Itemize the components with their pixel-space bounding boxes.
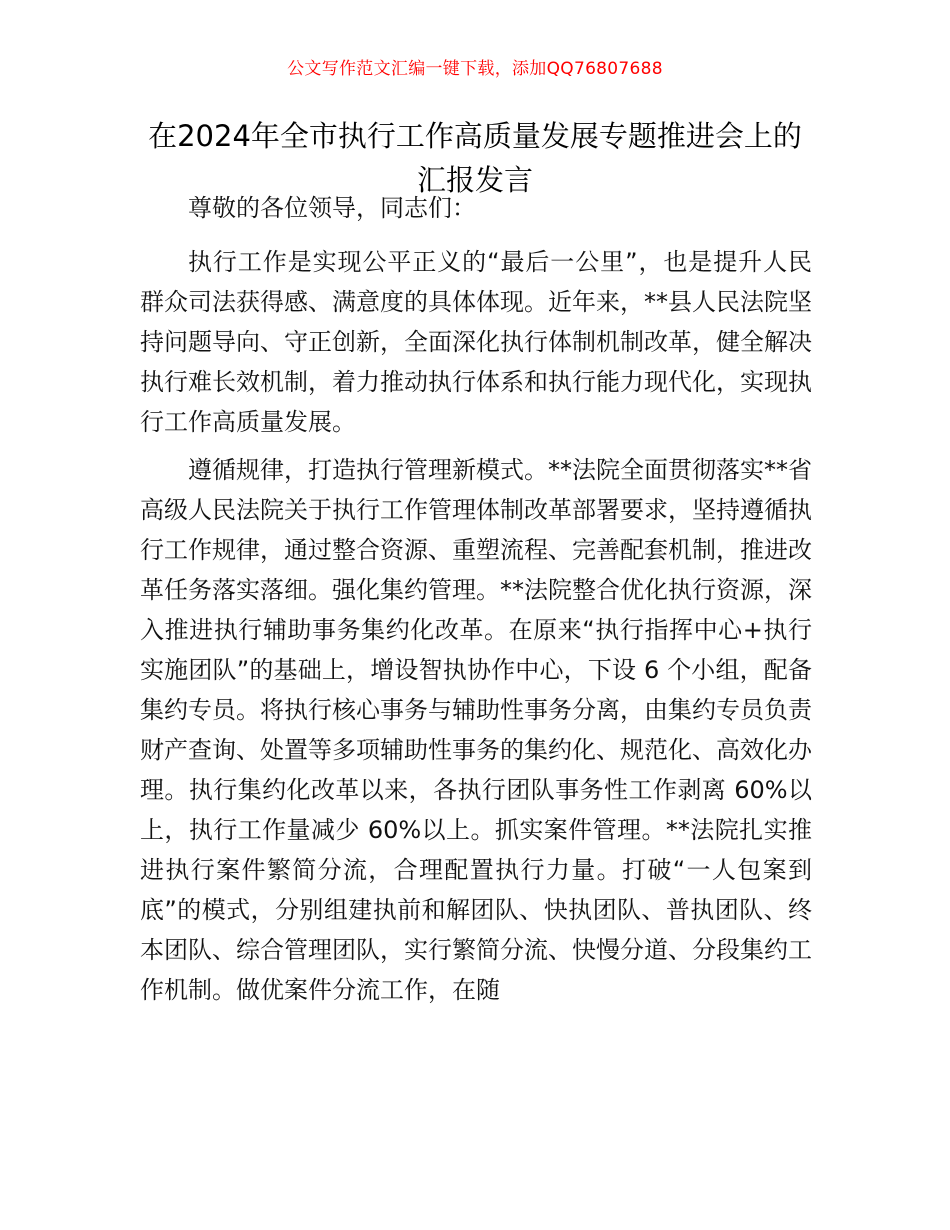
paragraph-intro: 执行工作是实现公平正义的“最后一公里”，也是提升人民群众司法获得感、满意度的具体体现。近年来，**县人民法院坚持问题导向、守正创新，全面深化执行体制机制改革，健全解决执行难长效机制，着力推动执行体系和执行能力现代化，实现执行工作高质量发展。 — [140, 248, 812, 436]
document-title: 在2024年全市执行工作高质量发展专题推进会上的汇报发言 — [148, 119, 802, 197]
document-body — [140, 188, 812, 1018]
salutation: 尊敬的各位领导，同志们： — [188, 194, 476, 222]
paragraph-reform: 遵循规律，打造执行管理新模式。**法院全面贯彻落实**省高级人民法院关于执行工作管理体制改革部署要求，坚持遵循执行工作规律，通过整合资源、重塑流程、完善配套机制，推进改革任务落实落细。强化集约管理。**法院整合优化执行资源，深入推进执行辅助事务集约化改革。在原来“执行指挥中心+执行实施团队”的基础上，增设智执协作中心，下设 6 个小组，配备集约专员。将执行核心事务与辅助性事务分离，由集约专员负责财产查询、处置等多项辅助性事务的集约化、规范化、高效化办理。执行集约化改革以来，各执行团队事务性工作剥离 60%以上，执行工作量减少 60%以上。抓实案件管理。**法院扎实推进执行案件繁简分流，合理配置执行力量。打破“一人包案到底”的模式，分别组建执前和解团队、快执团队、普执团队、终本团队、综合管理团队，实行繁简分流、快慢分道、分段集约工作机制。做优案件分流工作，在随 — [140, 456, 812, 1004]
download-notice: 公文写作范文汇编一键下载，添加QQ76807688 — [287, 59, 663, 79]
